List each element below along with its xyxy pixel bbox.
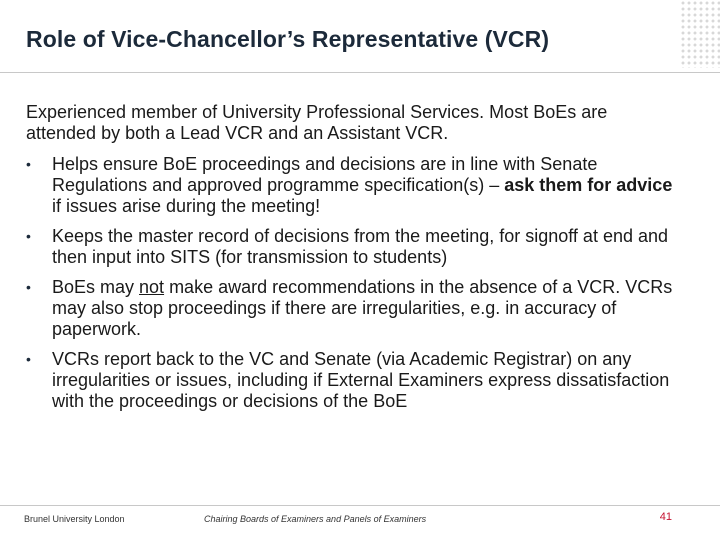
footer-divider — [0, 505, 720, 506]
slide-title: Role of Vice-Chancellor’s Representative (VCR) — [26, 26, 550, 52]
bullet-1-text-start: Helps ensure BoE proceedings and decisions are in line with Senate Regulations and approved programme specification(s) – — [52, 154, 598, 195]
bullet-1-emphasis: ask them for advice — [504, 175, 673, 195]
bullet-icon: • — [26, 279, 31, 295]
footer-institution: Brunel University London — [24, 514, 125, 524]
bullet-item-3 — [26, 277, 686, 340]
intro-paragraph: Experienced member of University Professional Services. Most BoEs are attended by both a Lead VCR and an Assistant VCR. — [26, 102, 608, 143]
bullet-3-text-start: BoEs may — [52, 277, 140, 297]
bullet-1-text-end: if issues arise during the meeting! — [52, 196, 321, 216]
bullet-item-1 — [26, 154, 686, 217]
bullet-item-2 — [26, 226, 686, 268]
bullet-list — [26, 154, 686, 421]
bullet-icon: • — [26, 228, 31, 244]
bullet-icon: • — [26, 351, 31, 367]
bullet-2-text: Keeps the master record of decisions from the meeting, for signoff at end and then input into SITS (for transmission to students) — [52, 226, 669, 267]
bullet-3-text-end: make award recommendations in the absence of a VCR. VCRs may also stop proceedings if there are irregularities, e.g. in accuracy of paperwork. — [52, 277, 673, 339]
decorative-dot-pattern — [680, 0, 720, 68]
bullet-icon: • — [26, 156, 31, 172]
bullet-item-4 — [26, 349, 686, 412]
title-divider — [0, 72, 720, 73]
footer-course-title: Chairing Boards of Examiners and Panels of Examiners — [204, 514, 427, 524]
page-number: 41 — [659, 511, 672, 523]
bullet-3-underlined: not — [139, 277, 165, 297]
bullet-4-text: VCRs report back to the VC and Senate (via Academic Registrar) on any irregularities or issues, including if External Examiners express dissatisfaction with the proceedings or decisions of the BoE — [52, 349, 670, 411]
